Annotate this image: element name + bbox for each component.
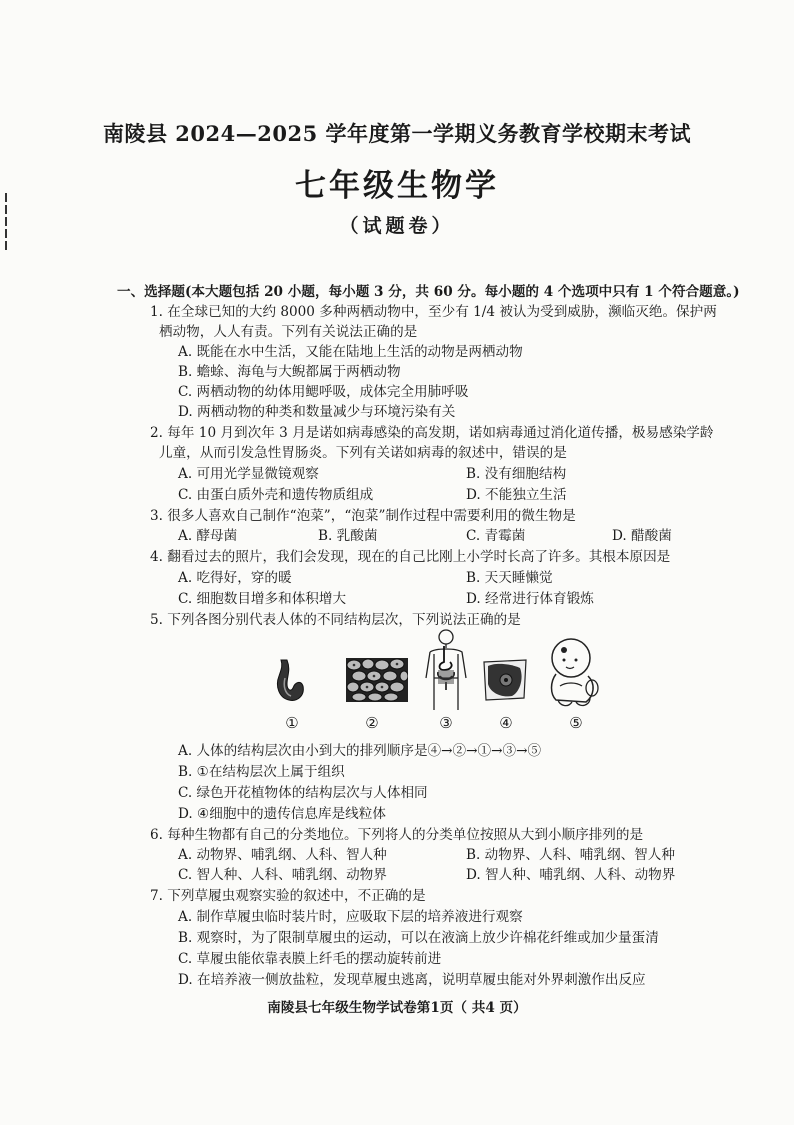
question-5-option-a: A. 人体的结构层次由小到大的排列顺序是④→②→①→③→⑤ xyxy=(178,743,542,759)
question-7-option-b: B. 观察时，为了限制草履虫的运动，可以在液滴上放少许棉花纤维或加少量蛋清 xyxy=(178,930,659,946)
question-7-option-a: A. 制作草履虫临时装片时，应吸取下层的培养液进行观察 xyxy=(178,909,523,925)
figure-label-2: ② xyxy=(365,714,379,732)
exam-title: 南陵县 2024—2025 学年度第一学期义务教育学校期末考试 xyxy=(102,121,691,146)
paper-type-label: （试题卷） xyxy=(339,215,455,237)
question-2-stem-line-2: 儿童，从而引发急性胃肠炎。下列有关诺如病毒的叙述中，错误的是 xyxy=(159,445,567,461)
digestive-system-body-image xyxy=(416,628,476,712)
question-5-option-c: C. 绿色开花植物体的结构层次与人体相同 xyxy=(178,785,428,801)
question-2-option-a: A. 可用光学显微镜观察 xyxy=(178,466,319,482)
section-heading: 一、选择题(本大题包括 20 小题，每小题 3 分，共 60 分。每小题的 4 个选项中只有 1 个符合题意。) xyxy=(117,284,740,300)
question-6-option-a: A. 动物界、哺乳纲、人科、智人种 xyxy=(178,847,387,863)
question-7-option-c: C. 草履虫能依靠表膜上纤毛的摆动旋转前进 xyxy=(178,951,442,967)
figure-label-1: ① xyxy=(285,714,299,732)
question-2-option-b: B. 没有细胞结构 xyxy=(466,466,567,482)
question-1-option-d: D. 两栖动物的种类和数量减少与环境污染有关 xyxy=(178,404,456,420)
question-3-option-a: A. 酵母菌 xyxy=(178,528,238,544)
structure-levels-figure xyxy=(268,628,608,740)
question-1-option-c: C. 两栖动物的幼体用鳃呼吸，成体完全用肺呼吸 xyxy=(178,384,469,400)
question-7-option-d: D. 在培养液一侧放盐粒，发现草履虫逃离，说明草履虫能对外界刺激作出反应 xyxy=(178,972,646,988)
page-footer: 南陵县七年级生物学试卷第1页（ 共4 页） xyxy=(267,1000,527,1016)
question-3-option-b: B. 乳酸菌 xyxy=(318,528,378,544)
question-5-option-d: D. ④细胞中的遗传信息库是线粒体 xyxy=(178,806,386,822)
question-4-option-b: B. 天天睡懒觉 xyxy=(466,570,553,586)
question-1-stem-line-1: 1. 在全球已知的大约 8000 多种两栖动物中，至少有 1/4 被认为受到威胁，濒临灭绝。保护两 xyxy=(150,304,717,320)
question-5-stem: 5. 下列各图分别代表人体的不同结构层次，下列说法正确的是 xyxy=(150,612,521,628)
cell-image xyxy=(482,658,528,702)
question-7-stem: 7. 下列草履虫观察实验的叙述中，不正确的是 xyxy=(150,888,426,904)
question-3-stem: 3. 很多人喜欢自己制作“泡菜”，“泡菜”制作过程中需要利用的微生物是 xyxy=(150,508,576,524)
question-3-option-c: C. 青霉菌 xyxy=(466,528,526,544)
figure-label-4: ④ xyxy=(499,714,513,732)
figure-label-3: ③ xyxy=(439,714,453,732)
question-4-option-c: C. 细胞数目增多和体积增大 xyxy=(178,591,347,607)
question-3-option-d: D. 醋酸菌 xyxy=(612,528,672,544)
question-4-stem: 4. 翻看过去的照片，我们会发现，现在的自己比刚上小学时长高了许多。其根本原因是 xyxy=(150,549,671,565)
question-6-option-b: B. 动物界、人科、哺乳纲、智人种 xyxy=(466,847,675,863)
question-6-option-c: C. 智人种、人科、哺乳纲、动物界 xyxy=(178,867,387,883)
figure-label-5: ⑤ xyxy=(569,714,583,732)
question-1-option-b: B. 蟾蜍、海龟与大鲵都属于两栖动物 xyxy=(178,364,401,380)
question-6-option-d: D. 智人种、哺乳纲、人科、动物界 xyxy=(466,867,676,883)
question-4-option-d: D. 经常进行体育锻炼 xyxy=(466,591,594,607)
question-2-stem-line-1: 2. 每年 10 月到次年 3 月是诺如病毒感染的高发期，诺如病毒通过消化道传播，极易感染学龄 xyxy=(150,425,714,441)
question-2-option-d: D. 不能独立生活 xyxy=(466,487,567,503)
question-1-option-a: A. 既能在水中生活，又能在陆地上生活的动物是两栖动物 xyxy=(178,344,523,360)
baby-individual-image xyxy=(546,636,600,710)
stomach-organ-image xyxy=(273,658,307,706)
question-1-stem-line-2: 栖动物，人人有责。下列有关说法正确的是 xyxy=(159,324,418,340)
question-2-option-c: C. 由蛋白质外壳和遗传物质组成 xyxy=(178,487,374,503)
subject-title: 七年级生物学 xyxy=(295,168,499,204)
tissue-cells-image xyxy=(346,658,408,702)
question-6-stem: 6. 每种生物都有自己的分类地位。下列将人的分类单位按照从大到小顺序排列的是 xyxy=(150,827,644,843)
question-4-option-a: A. 吃得好，穿的暖 xyxy=(178,570,292,586)
question-5-option-b: B. ①在结构层次上属于组织 xyxy=(178,764,345,780)
